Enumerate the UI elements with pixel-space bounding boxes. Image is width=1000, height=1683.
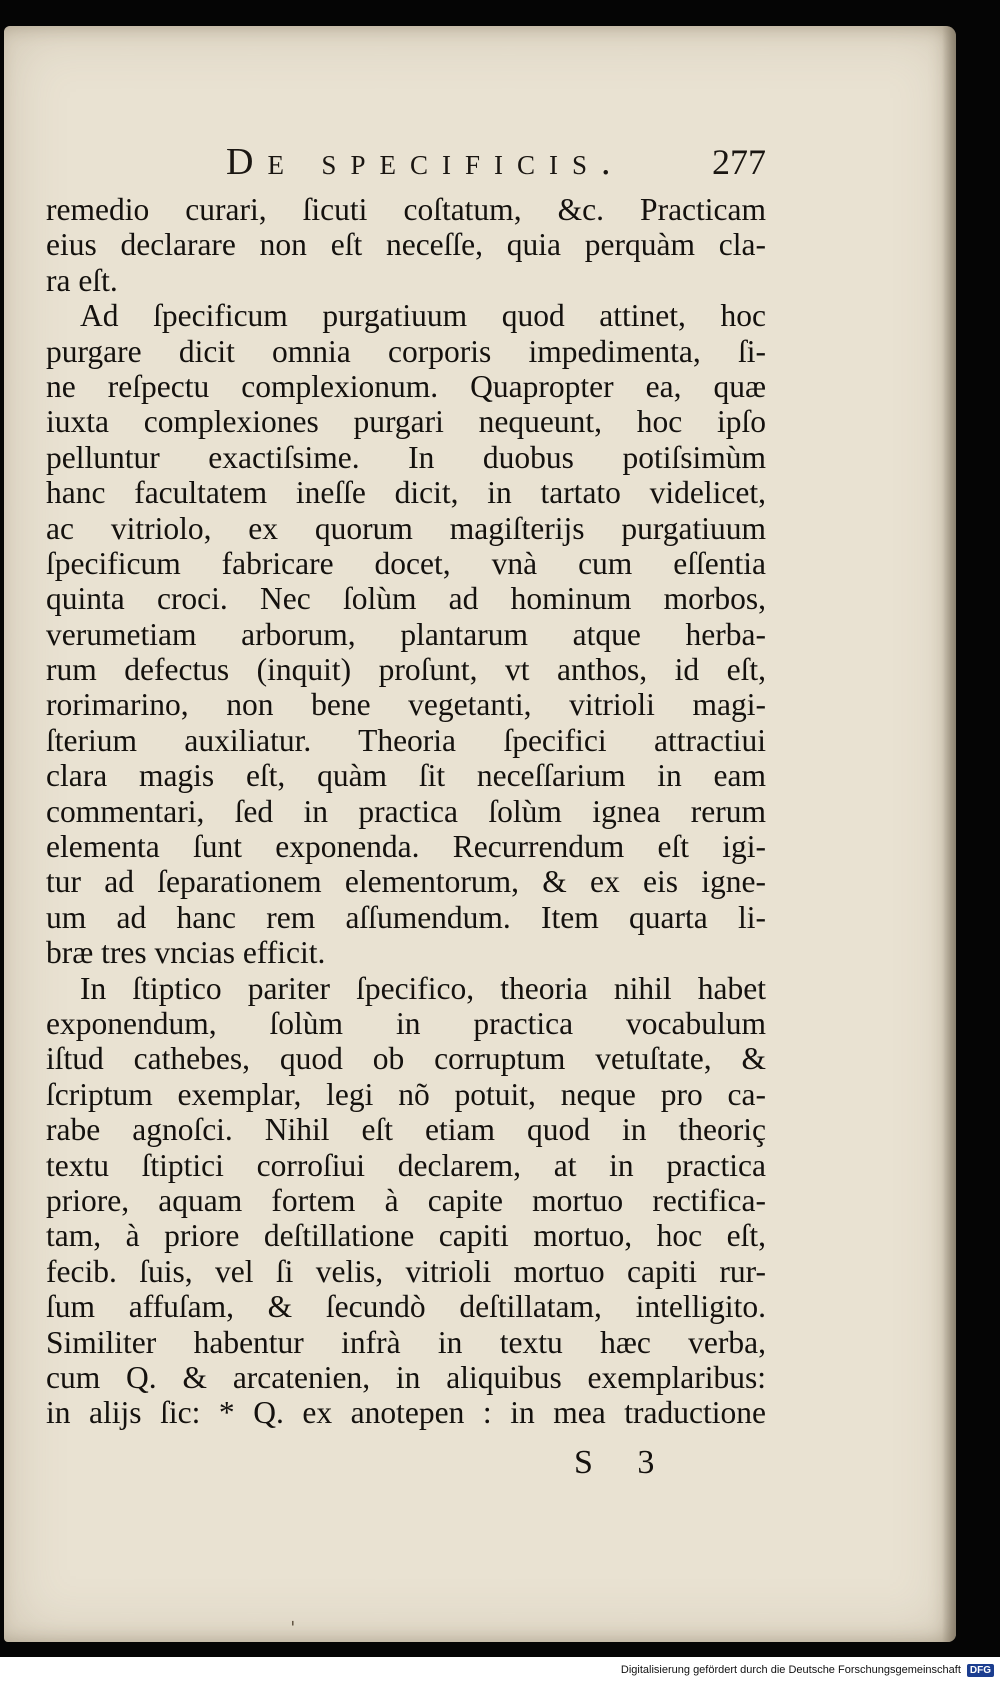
text-line: eius declarare non eſt neceſſe, quia perquàm cla- [46, 227, 766, 263]
text-line: ſcriptum exemplar, legi nõ potuit, neque pro ca- [46, 1076, 766, 1112]
text-line: ſum affuſam, & ſecundò deſtillatam, intelligito. [46, 1289, 766, 1325]
text-line: fecib. ſuis, vel ſi velis, vitrioli mortuo capiti rur- [46, 1253, 766, 1289]
book-page [4, 26, 956, 1642]
text-line: textu ſtiptici corroſiui declarem, at in practica [46, 1147, 766, 1183]
text-line: pelluntur exactiſsime. In duobus potiſsimùm [46, 439, 766, 475]
text-line: ne reſpectu complexionum. Quapropter ea, quæ [46, 368, 766, 404]
page-header [226, 140, 766, 184]
text-line: In ſtiptico pariter ſpecifico, theoria nihil habet [80, 970, 766, 1006]
text-line: ra eſt. [46, 262, 118, 298]
text-line: rorimarino, non bene vegetanti, vitrioli magi- [46, 687, 766, 723]
text-line: clara magis eſt, quàm ſit neceſſarium in eam [46, 758, 766, 794]
text-line: priore, aquam fortem à capite mortuo rectifica- [46, 1182, 766, 1218]
text-line: ſpecificum fabricare docet, vnà cum eſſentia [46, 545, 766, 581]
running-title: De specificis. [226, 141, 625, 183]
text-line: iuxta complexiones purgari nequeunt, hoc ipſo [46, 404, 766, 440]
text-line: in alijs ſic: * Q. ex anotepen : in mea traductione [46, 1395, 766, 1431]
text-line: Similiter habentur infrà in textu hæc verba, [46, 1324, 766, 1360]
ink-mark: ˌ [290, 1604, 296, 1628]
digitization-footer [0, 1657, 1000, 1683]
text-line: exponendum, ſolùm in practica vocabulum [46, 1005, 766, 1041]
text-line: rum defectus (inquit) proſunt, vt anthos, id eſt, [46, 652, 766, 688]
text-line: commentari, ſed in practica ſolùm ignea rerum [46, 793, 766, 829]
signature-mark: S 3 [574, 1444, 673, 1481]
text-line: tam, à priore deſtillatione capiti mortuo, hoc eſt, [46, 1218, 766, 1254]
text-line: bræ tres vncias efficit. [46, 935, 326, 971]
text-line: ſterium auxiliatur. Theoria ſpecifici attractiui [46, 722, 766, 758]
text-line: purgare dicit omnia corporis impedimenta, ſi- [46, 333, 766, 369]
text-line: Ad ſpecificum purgatiuum quod attinet, hoc [80, 298, 766, 334]
text-line: elementa ſunt exponenda. Recurrendum eſt igi- [46, 829, 766, 865]
text-line: um ad hanc rem aſſumendum. Item quarta li- [46, 899, 766, 935]
text-line: quinta croci. Nec ſolùm ad hominum morbos, [46, 581, 766, 617]
text-line: rabe agnoſci. Nihil eſt etiam quod in theoriç [46, 1112, 766, 1148]
text-line: cum Q. & arcatenien, in aliquibus exemplaribus: [46, 1359, 766, 1395]
page-number: 277 [712, 142, 766, 182]
text-line: verumetiam arborum, plantarum atque herba- [46, 616, 766, 652]
footer-credit: Digitalisierung gefördert durch die Deutsche Forschungsgemeinschaft [620, 1664, 961, 1676]
text-line: ac vitriolo, ex quorum magiſterijs purgatiuum [46, 510, 766, 546]
dfg-logo-icon: DFG [967, 1664, 994, 1677]
text-line: remedio curari, ſicuti coſtatum, &c. Practicam [46, 192, 766, 227]
body-text [46, 192, 766, 1431]
text-line: iſtud cathebes, quod ob corruptum vetuſtate, & [46, 1041, 766, 1077]
text-line: hanc facultatem ineſſe dicit, in tartato videlicet, [46, 475, 766, 511]
text-line: tur ad ſeparationem elementorum, & ex eis igne- [46, 864, 766, 900]
